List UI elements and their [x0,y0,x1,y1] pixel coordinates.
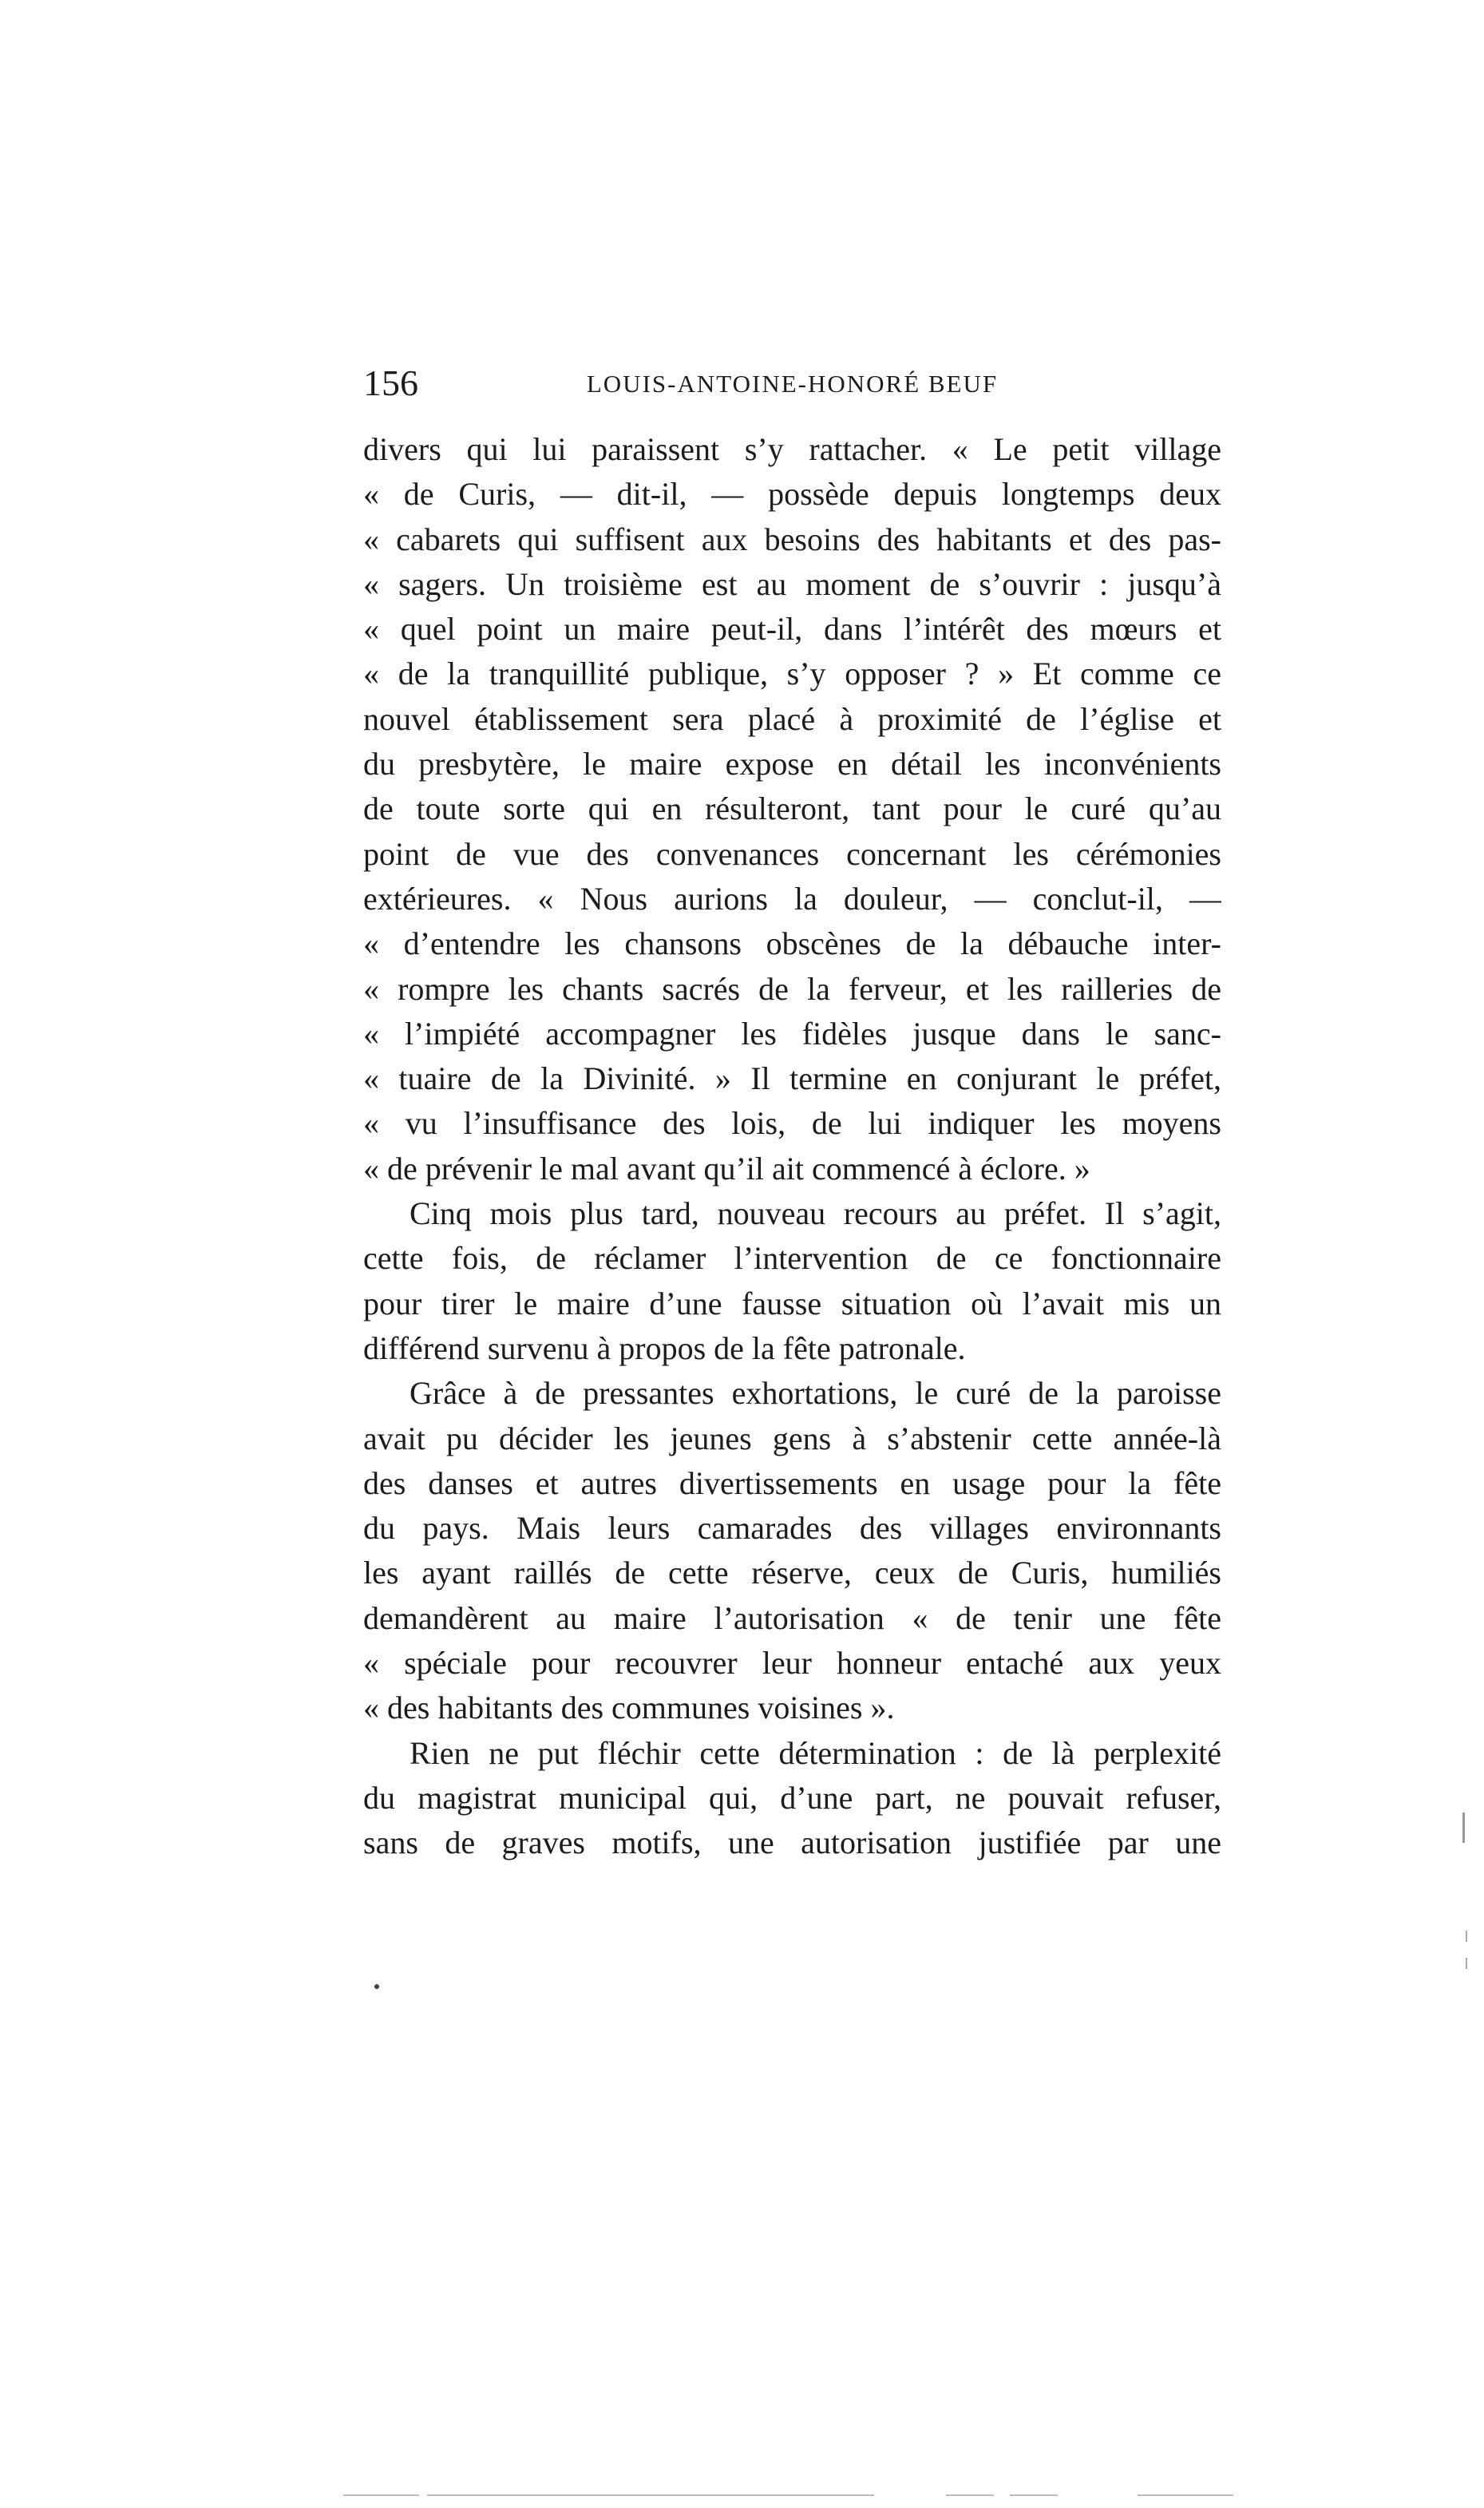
text-line: cette fois, de réclamer l’intervention de ce fonctionnaire [363,1240,1221,1277]
text-line: de toute sorte qui en résulteront, tant pour le curé qu’au [363,790,1221,827]
page-number: 156 [363,363,418,403]
text-line: « sagers. Un troisième est au moment de s’ouvrir : jusqu’à [363,565,1221,602]
running-title: LOUIS-ANTOINE-HONORÉ BEUF [586,370,999,398]
text-line: « de la tranquillité publique, s’y opposer ? » Et comme ce [363,656,1221,692]
text-line: divers qui lui paraissent s’y rattacher. « Le petit village [363,431,1221,467]
text-line: « rompre les chants sacrés de la ferveur, et les railleries de [363,970,1221,1007]
text-line: nouvel établissement sera placé à proximité de l’église et [363,700,1221,737]
text-line: « d’entendre les chansons obscènes de la débauche inter- [363,925,1221,962]
text-line: « quel point un maire peut-il, dans l’intérêt des mœurs et [363,611,1221,648]
text-line: « de Curis, — dit-il, — possède depuis longtemps deux [363,476,1221,513]
text-line: « de prévenir le mal avant qu’il ait commencé à éclore. » [363,1150,1090,1187]
text-line: extérieures. « Nous aurions la douleur, — conclut-il, — [363,880,1221,917]
text-line: du pays. Mais leurs camarades des villages environnants [363,1510,1221,1547]
text-line: « des habitants des communes voisines ». [363,1690,895,1726]
text-line: « cabarets qui suffisent aux besoins des habitants et des pas- [363,521,1221,557]
text-line: différend survenu à propos de la fête patronale. [363,1329,966,1366]
text-line: du presbytère, le maire expose en détail les inconvénients [363,746,1221,783]
text-line: pour tirer le maire d’une fausse situation où l’avait mis un [363,1285,1221,1321]
text-line: avait pu décider les jeunes gens à s’abstenir cette année-là [363,1420,1221,1456]
page-header [363,351,1221,407]
text-line: « vu l’insuffisance des lois, de lui indiquer les moyens [363,1105,1221,1142]
text-line: sans de graves motifs, une autorisation justifiée par une [363,1825,1221,1861]
text-line: « spéciale pour recouvrer leur honneur entaché aux yeux [363,1645,1221,1682]
paragraph-start: Grâce à de pressantes exhortations, le curé de la paroisse [410,1375,1221,1412]
text-line: demandèrent au maire l’autorisation « de tenir une fête [363,1599,1221,1636]
text-line: point de vue des convenances concernant les cérémonies [363,835,1221,872]
text-line: « l’impiété accompagner les fidèles jusque dans le sanc- [363,1015,1221,1052]
text-line: des danses et autres divertissements en usage pour la fête [363,1464,1221,1501]
paragraph-start: Cinq mois plus tard, nouveau recours au préfet. Il s’agit, [410,1195,1221,1232]
body-text [363,427,1221,1866]
text-line: du magistrat municipal qui, d’une part, ne pouvait refuser, [363,1779,1221,1816]
paragraph-start: Rien ne put fléchir cette détermination : de là perplexité [410,1734,1221,1771]
text-line: les ayant raillés de cette réserve, ceux de Curis, humiliés [363,1555,1221,1591]
text-line: « tuaire de la Divinité. » Il termine en conjurant le préfet, [363,1060,1221,1097]
